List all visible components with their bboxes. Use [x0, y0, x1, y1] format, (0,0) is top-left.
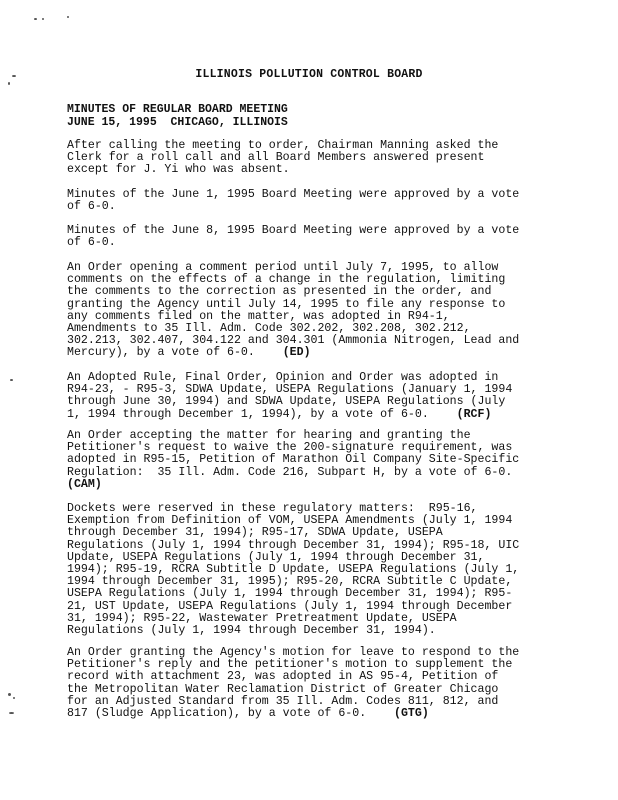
scan-speck [42, 18, 44, 20]
scan-speck [67, 16, 69, 18]
text-line: of 6-0. [67, 200, 116, 214]
text-line: Exemption from Definition of VOM, USEPA Amendments (July 1, 1994 [67, 514, 513, 528]
text-line: for an Adjusted Standard from 35 Ill. Adm. Codes 811, 812, and [67, 694, 499, 708]
text-line: 1994); R95-19, RCRA Subtitle D Update, USEPA Regulations (July 1, [67, 563, 520, 577]
scan-speck [8, 693, 11, 696]
text-line: An Order opening a comment period until July 7, 1995, to allow [67, 261, 499, 274]
text-line: the Metropolitan Water Reclamation District of Greater Chicago [67, 682, 499, 696]
paragraph-order-as-95-4 [67, 647, 547, 720]
document-title: ILLINOIS POLLUTION CONTROL BOARD [195, 68, 423, 81]
text-line: 1994 through December 31, 1995); R95-20, RCRA Subtitle C Update, [67, 575, 513, 589]
board-member-initials: (GTG) [394, 707, 429, 721]
text-line: the comments to the correction as presented in the order, and [67, 285, 492, 299]
text-line: Petitioner's reply and the petitioner's motion to supplement the [67, 658, 513, 672]
paragraph-minutes-june-1 [67, 189, 547, 213]
text-line: 817 (Sludge Application), by a vote of 6-0. [67, 707, 367, 721]
text-line: granting the Agency until July 14, 1995 to file any response to [67, 297, 506, 311]
text-line: Regulation: 35 Ill. Adm. Code 216, Subpart H, by a vote of 6-0. [67, 465, 513, 479]
text-line: After calling the meeting to order, Chairman Manning asked the [67, 139, 499, 152]
text-line: 1, 1994 through December 1, 1994), by a vote of 6-0. [67, 407, 429, 421]
text-line: Minutes of the June 1, 1995 Board Meeting were approved by a vote [67, 188, 520, 201]
scan-speck [10, 379, 13, 381]
text-line: An Order granting the Agency's motion for leave to respond to the [67, 646, 520, 659]
scan-speck [34, 18, 37, 20]
board-member-initials: (CAM) [67, 477, 102, 491]
text-line: Clerk for a roll call and all Board Members answered present [67, 151, 485, 165]
meeting-heading [67, 104, 288, 129]
scan-speck [9, 712, 14, 714]
text-line: through June 30, 1994) and SDWA Update, USEPA Regulations (July [67, 395, 506, 409]
text-line: Update, USEPA Regulations (July 1, 1994 through December 31, [67, 550, 485, 564]
meeting-heading-line1: MINUTES OF REGULAR BOARD MEETING [67, 103, 288, 116]
text-line: except for J. Yi who was absent. [67, 163, 290, 177]
text-line: comments on the effects of a change in the regulation, limiting [67, 273, 506, 287]
text-line: An Order accepting the matter for hearing and granting the [67, 429, 471, 442]
text-line: Mercury), by a vote of 6-0. [67, 346, 255, 360]
paragraph-order-r95-15 [67, 430, 547, 491]
paragraph-minutes-june-8 [67, 225, 547, 249]
text-line: 302.213, 302.407, 304.122 and 304.301 (Ammonia Nitrogen, Lead and [67, 334, 520, 348]
text-line: An Adopted Rule, Final Order, Opinion and Order was adopted in [67, 371, 499, 384]
text-line: Minutes of the June 8, 1995 Board Meeting were approved by a vote [67, 224, 520, 237]
text-line: Amendments to 35 Ill. Adm. Code 302.202, 302.208, 302.212, [67, 322, 471, 336]
paragraph-adopted-rule-r94-23 [67, 372, 547, 421]
board-member-initials: (ED) [282, 346, 311, 360]
text-line: USEPA Regulations (July 1, 1994 through December 31, 1994); R95- [67, 587, 513, 601]
text-line: 21, UST Update, USEPA Regulations (July 1, 1994 through December [67, 599, 513, 613]
paragraph-order-r94-1 [67, 262, 547, 360]
text-line: Regulations (July 1, 1994 through December 31, 1994); R95-18, UIC [67, 538, 520, 552]
board-member-initials: (RCF) [456, 407, 492, 421]
text-line: 31, 1994); R95-22, Wastewater Pretreatment Update, USEPA [67, 611, 457, 625]
text-line: adopted in R95-15, Petition of Marathon Oil Company Site-Specific [67, 453, 520, 467]
text-line: through December 31, 1994); R95-17, SDWA Update, USEPA [67, 526, 443, 540]
text-line: R94-23, - R95-3, SDWA Update, USEPA Regulations (January 1, 1994 [67, 383, 513, 397]
text-line: record with attachment 23, was adopted in AS 95-4, Petition of [67, 670, 499, 684]
text-line: Regulations (July 1, 1994 through December 31, 1994). [67, 624, 436, 638]
paragraph-dockets-reserved [67, 503, 547, 637]
text-line: of 6-0. [67, 236, 116, 250]
text-line: Dockets were reserved in these regulatory matters: R95-16, [67, 502, 478, 515]
meeting-heading-line2: JUNE 15, 1995 CHICAGO, ILLINOIS [67, 115, 288, 129]
text-line: Petitioner's request to waive the 200-signature requirement, was [67, 441, 513, 455]
paragraph-roll-call [67, 140, 547, 177]
scan-speck [8, 82, 10, 85]
scan-speck [13, 697, 15, 699]
text-line: any comments filed on the matter, was adopted in R94-1, [67, 309, 450, 323]
